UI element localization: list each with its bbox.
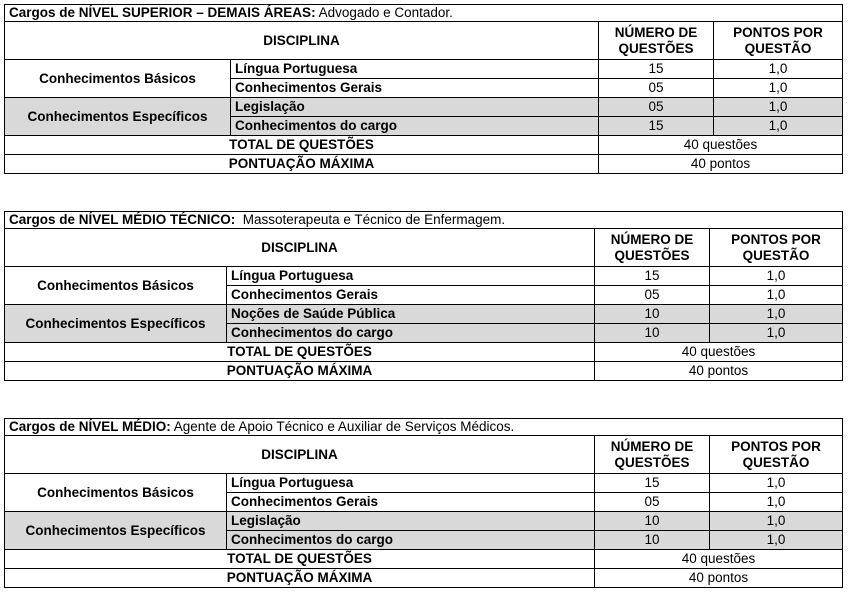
points-cell: 1,0 bbox=[714, 98, 843, 117]
points-cell: 1,0 bbox=[710, 531, 843, 550]
subject-cell: Conhecimentos Gerais bbox=[227, 493, 595, 512]
table-title-bold: Cargos de NÍVEL SUPERIOR – DEMAIS ÁREAS: bbox=[9, 5, 316, 21]
total-row bbox=[5, 550, 843, 569]
header-disciplina: DISCIPLINA bbox=[5, 22, 599, 60]
max-score-row bbox=[5, 362, 843, 381]
group-conhecimentos-basicos: Conhecimentos Básicos bbox=[5, 474, 227, 512]
header-numero-questoes: NÚMERO DE QUESTÕES bbox=[599, 22, 714, 60]
points-cell: 1,0 bbox=[710, 493, 843, 512]
group-conhecimentos-especificos: Conhecimentos Específicos bbox=[5, 512, 227, 550]
table-title-bold: Cargos de NÍVEL MÉDIO TÉCNICO: bbox=[9, 212, 236, 228]
total-questions-value: 40 questões bbox=[595, 343, 843, 362]
total-questions-label: TOTAL DE QUESTÕES bbox=[5, 343, 595, 362]
points-cell: 1,0 bbox=[714, 79, 843, 98]
header-pontos-questao: PONTOS POR QUESTÃO bbox=[710, 436, 843, 474]
max-score-label: PONTUAÇÃO MÁXIMA bbox=[5, 569, 595, 588]
questions-cell: 10 bbox=[595, 512, 710, 531]
header-numero-questoes: NÚMERO DE QUESTÕES bbox=[595, 436, 710, 474]
subject-cell: Conhecimentos Gerais bbox=[227, 286, 595, 305]
table-title bbox=[5, 212, 843, 229]
questions-cell: 15 bbox=[599, 60, 714, 79]
questions-cell: 15 bbox=[595, 474, 710, 493]
questions-cell: 10 bbox=[595, 305, 710, 324]
total-questions-value: 40 questões bbox=[599, 136, 843, 155]
group-conhecimentos-especificos: Conhecimentos Específicos bbox=[5, 98, 231, 136]
total-questions-value: 40 questões bbox=[595, 550, 843, 569]
table-row bbox=[5, 474, 843, 493]
points-cell: 1,0 bbox=[710, 324, 843, 343]
questions-cell: 05 bbox=[595, 493, 710, 512]
group-conhecimentos-basicos: Conhecimentos Básicos bbox=[5, 267, 227, 305]
table-title-bold: Cargos de NÍVEL MÉDIO: bbox=[9, 419, 171, 435]
points-cell: 1,0 bbox=[714, 117, 843, 136]
total-questions-label: TOTAL DE QUESTÕES bbox=[5, 136, 599, 155]
max-score-value: 40 pontos bbox=[599, 155, 843, 174]
total-questions-label: TOTAL DE QUESTÕES bbox=[5, 550, 595, 569]
table-row bbox=[5, 305, 843, 324]
table-row bbox=[5, 98, 843, 117]
questions-cell: 10 bbox=[595, 324, 710, 343]
questions-cell: 10 bbox=[595, 531, 710, 550]
questions-cell: 15 bbox=[595, 267, 710, 286]
max-score-value: 40 pontos bbox=[595, 362, 843, 381]
header-disciplina: DISCIPLINA bbox=[5, 229, 595, 267]
header-pontos-questao: PONTOS POR QUESTÃO bbox=[714, 22, 843, 60]
max-score-value: 40 pontos bbox=[595, 569, 843, 588]
table-row bbox=[5, 60, 843, 79]
subject-cell: Legislação bbox=[231, 98, 599, 117]
questions-cell: 05 bbox=[595, 286, 710, 305]
table-title-roles: Massoterapeuta e Técnico de Enfermagem. bbox=[235, 212, 506, 228]
exam-table-nivel-superior bbox=[4, 4, 843, 174]
questions-cell: 05 bbox=[599, 98, 714, 117]
points-cell: 1,0 bbox=[710, 267, 843, 286]
exam-table-nivel-medio bbox=[4, 418, 843, 588]
table-title-roles: Advogado e Contador. bbox=[315, 5, 453, 21]
group-conhecimentos-especificos: Conhecimentos Específicos bbox=[5, 305, 227, 343]
header-pontos-questao: PONTOS POR QUESTÃO bbox=[710, 229, 843, 267]
total-row bbox=[5, 343, 843, 362]
table-row bbox=[5, 267, 843, 286]
subject-cell: Legislação bbox=[227, 512, 595, 531]
max-score-label: PONTUAÇÃO MÁXIMA bbox=[5, 362, 595, 381]
exam-table-nivel-medio-tecnico bbox=[4, 211, 843, 381]
table-title bbox=[5, 5, 843, 22]
points-cell: 1,0 bbox=[710, 305, 843, 324]
points-cell: 1,0 bbox=[714, 60, 843, 79]
subject-cell: Conhecimentos do cargo bbox=[227, 324, 595, 343]
subject-cell: Noções de Saúde Pública bbox=[227, 305, 595, 324]
subject-cell: Língua Portuguesa bbox=[231, 60, 599, 79]
points-cell: 1,0 bbox=[710, 474, 843, 493]
points-cell: 1,0 bbox=[710, 286, 843, 305]
max-score-row bbox=[5, 155, 843, 174]
max-score-row bbox=[5, 569, 843, 588]
subject-cell: Língua Portuguesa bbox=[227, 474, 595, 493]
header-disciplina: DISCIPLINA bbox=[5, 436, 595, 474]
subject-cell: Conhecimentos do cargo bbox=[227, 531, 595, 550]
subject-cell: Língua Portuguesa bbox=[227, 267, 595, 286]
table-title-roles: Agente de Apoio Técnico e Auxiliar de Serviços Médicos. bbox=[170, 419, 515, 435]
points-cell: 1,0 bbox=[710, 512, 843, 531]
questions-cell: 15 bbox=[599, 117, 714, 136]
header-numero-questoes: NÚMERO DE QUESTÕES bbox=[595, 229, 710, 267]
table-title bbox=[5, 419, 843, 436]
subject-cell: Conhecimentos do cargo bbox=[231, 117, 599, 136]
subject-cell: Conhecimentos Gerais bbox=[231, 79, 599, 98]
table-row bbox=[5, 512, 843, 531]
total-row bbox=[5, 136, 843, 155]
questions-cell: 05 bbox=[599, 79, 714, 98]
group-conhecimentos-basicos: Conhecimentos Básicos bbox=[5, 60, 231, 98]
max-score-label: PONTUAÇÃO MÁXIMA bbox=[5, 155, 599, 174]
